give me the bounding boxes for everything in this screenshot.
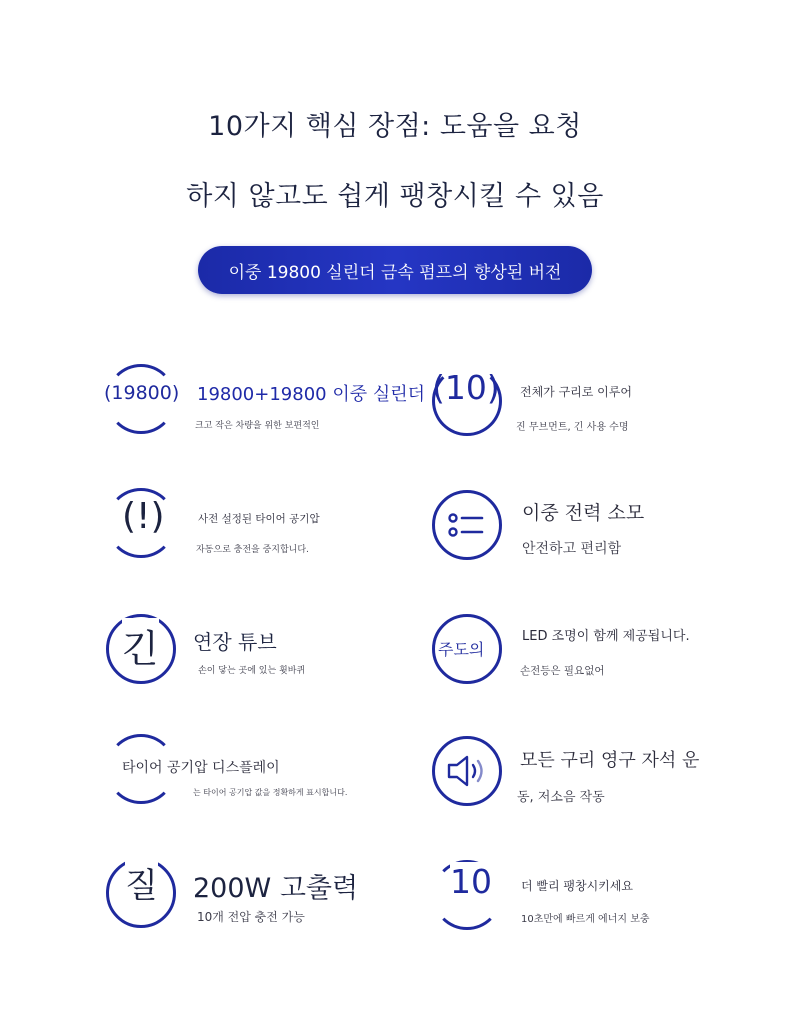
feature-fast-inflate [428,854,758,934]
headline-line-2: 하지 않고도 쉽게 팽창시킬 수 있음 [186,181,604,212]
headline-line-1: 10가지 핵심 장점: 도움을 요청 [208,111,582,142]
feature-copper-core [428,360,758,440]
feature-led-light [428,610,758,690]
feature-desc: 안전하고 편리함 [522,541,622,557]
feature-title: 타이어 공기압 디스플레이 [122,756,280,778]
feature-title: 모든 구리 영구 자석 운 [520,750,700,771]
feature-desc: 10개 전압 충전 가능 [197,910,305,924]
feature-extension-tube [100,610,430,690]
feature-title: 전체가 구리로 이루어 [520,385,632,399]
version-pill: 이중 19800 실린더 금속 펌프의 향상된 버전 [198,246,592,294]
feature-high-power [100,854,430,934]
feature-desc: 자동으로 충전을 중지합니다. [196,545,309,555]
feature-badge: (10) [432,368,500,407]
feature-ring [432,736,502,806]
feature-desc: 크고 작은 차량을 위한 보편적인 [195,421,320,431]
feature-title: 더 빨리 팽창시키세요 [521,879,633,893]
feature-dual-cylinder [100,360,430,440]
feature-badge: 10 [450,862,492,901]
feature-desc: 10초만에 빠르게 에너지 보충 [521,914,650,925]
feature-title: 이중 전력 소모 [522,502,645,524]
feature-title: LED 조명이 함께 제공됩니다. [522,629,690,644]
feature-title: 19800+19800 이중 실린더 [197,384,425,405]
feature-ring [432,490,502,560]
feature-badge: (!) [122,496,165,537]
feature-title: 사전 설정된 타이어 공기압 [198,513,320,525]
feature-desc: 동, 저소음 작동 [517,790,605,805]
feature-copper-motor [428,732,758,812]
feature-dual-power [428,484,758,564]
feature-badge: 긴 [122,618,159,673]
feature-title: 연장 튜브 [193,630,277,654]
feature-desc: 손전등은 필요없어 [520,665,605,677]
feature-desc: 진 무브먼트, 긴 사용 수명 [516,422,629,433]
feature-pressure-display [100,732,430,812]
feature-desc: 손이 닿는 곳에 있는 휫바퀴 [198,666,306,676]
feature-preset-pressure [100,484,430,564]
feature-badge: 주도의 [438,636,484,661]
list-icon [448,510,486,540]
feature-badge: 질 [125,858,158,907]
feature-badge: (19800) [104,382,180,404]
speaker-icon [445,754,489,788]
feature-title: 200W 고출력 [193,873,359,904]
feature-desc: 는 타이어 공기압 값을 정확하게 표시합니다. [193,788,348,797]
